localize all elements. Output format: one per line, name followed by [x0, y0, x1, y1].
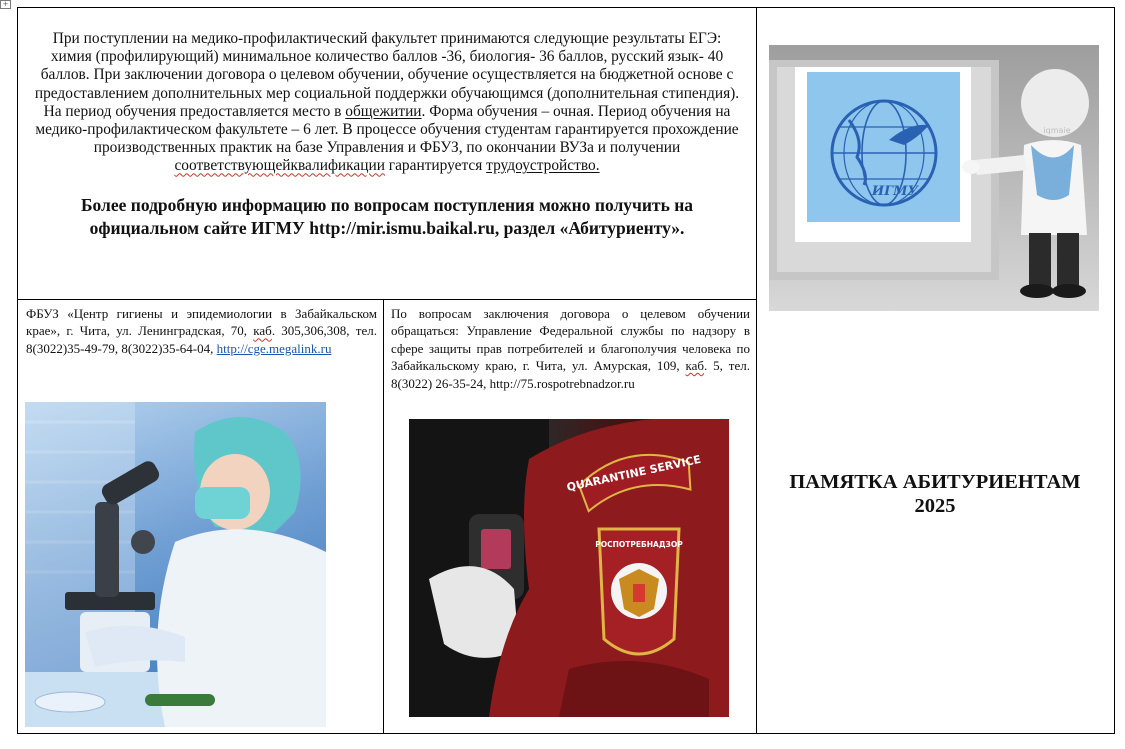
employment-word: трудоустройство.	[486, 157, 600, 175]
rpn-phone-website: . 5, тел. 8(3022) 26-35-24, http://75.rospotrebnadzor.ru	[391, 358, 750, 391]
admission-info-paragraph	[32, 30, 742, 176]
admission-text-1: При поступлении на медико-профилактический факультет принимаются следующие результаты ЕГЭ: химия (профилирующий) минимальное количество баллов -36, биология- 36 баллов, русский язык- 40 баллов. При заключении договора о целевом обучении, обучение осуществляется на бюджетной основе с предоставлением дополнительных мер социальной поддержки обучающимся (дополнительная стипендия). На период обучения предоставляется место в	[34, 30, 740, 120]
quarantine-officer-image	[409, 419, 729, 717]
rpn-address: По вопросам заключения договора о целевом обучении обращаться: Управление Федеральной службы по надзору в сфере защиты прав потребителей и благополучия человека по Забайкальскому краю, г. Чита, ул. Амурская, 109,	[391, 306, 750, 374]
lab-microscope-illustration	[25, 402, 326, 727]
rpn-contact-cell	[383, 299, 756, 733]
fbuz-phones: . 305,306,308, тел. 8(3022)35-49-79, 8(3022)35-64-04,	[26, 323, 377, 356]
rpn-contact-text	[391, 305, 750, 392]
fbuz-contact-text	[26, 305, 377, 357]
memo-title	[756, 470, 1114, 518]
quarantine-officer-illustration	[409, 419, 729, 717]
dormitory-word: общежитии	[345, 102, 422, 120]
doctor-with-board-illustration	[769, 45, 1099, 311]
table-move-handle-icon[interactable]: +	[0, 0, 11, 9]
website-info: Более подробную информацию по вопросам поступления можно получить на официальном сайте ИГМУ http://mir.ismu.baikal.ru, раздел «Абитуриенту».	[80, 194, 694, 238]
fbuz-contact-cell	[18, 299, 383, 733]
igmu-logo-text: ИГМУ	[871, 184, 919, 199]
rospotrebnadzor-patch-text: РОСПОТРЕБНАДЗОР	[595, 540, 683, 549]
lab-microscope-image	[25, 402, 326, 727]
memo-title-line1: ПАМЯТКА АБИТУРИЕНТАМ	[789, 471, 1081, 493]
page-table	[17, 7, 1115, 734]
admission-info-cell	[18, 8, 756, 299]
fbuz-address: ФБУЗ «Центр гигиены и эпидемиологии в Забайкальском крае», г. Чита, ул. Ленинградская, 70,	[26, 306, 377, 339]
fbuz-kab: каб	[253, 323, 272, 339]
title-cell	[756, 8, 1114, 733]
board-watermark-text: iqmaie	[1043, 126, 1071, 135]
doctor-logo-image	[769, 45, 1099, 311]
fbuz-website-link[interactable]: http://cge.megalink.ru	[216, 340, 332, 356]
memo-title-year: 2025	[914, 495, 956, 517]
admission-text-3: гарантируется	[384, 157, 487, 175]
qualification-word: соответствующейквалификации	[174, 157, 385, 175]
rpn-kab: каб	[685, 358, 705, 374]
admission-text-2: . Форма обучения – очная. Период обучения на медико-профилактическом факультете – 6 лет. В процессе обучения студентам гарантируется прохождение производственных практик на базе Управления и ФБУЗ, по окончании ВУЗа и получении	[35, 102, 739, 157]
quarantine-badge-text: QUARANTINE SERVICE	[565, 452, 703, 495]
